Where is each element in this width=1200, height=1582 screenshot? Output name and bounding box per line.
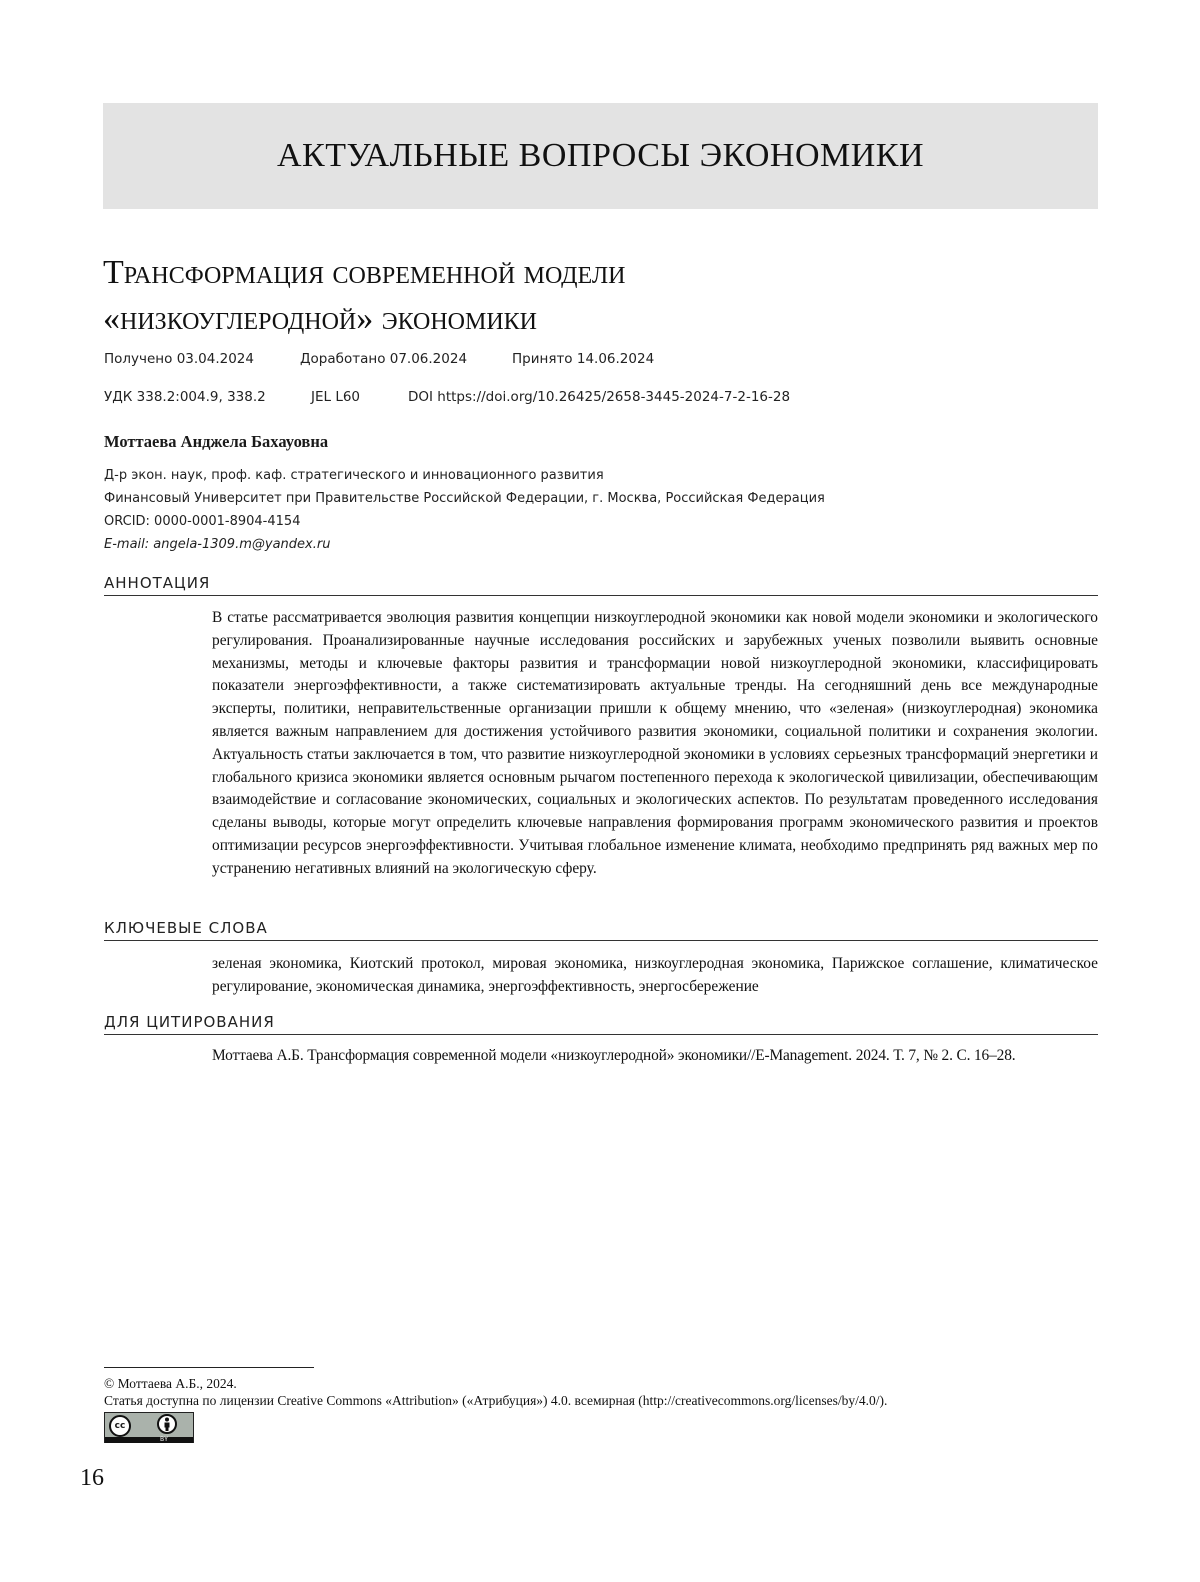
footnote-divider bbox=[104, 1367, 314, 1368]
citation-heading: ДЛЯ ЦИТИРОВАНИЯ bbox=[104, 1013, 1098, 1035]
author-affiliation bbox=[104, 464, 825, 556]
abstract-text: В статье рассматривается эволюция развития концепции низкоуглеродной экономики как новой модели экономики и экологического регулирования. Проанализированные научные исследования российских и зарубежных ученых позволили выявить основные механизмы, методы и ключевые факторы развития и трансформации новой низкоуглеродной экономики, классифицировать показатели энергоэффективности, а также систематизировать актуальные тренды. На сегодняшний день все международные эксперты, политики, неправительственные организации пришли к общему мнению, что «зеленая» (низкоуглеродная) экономика является важным направлением для достижения устойчивого развития экономики, социальной политики и сохранения экологии. Актуальность статьи заключается в том, что развитие низкоуглеродной экономики в условиях серьезных трансформаций энергетики и глобального кризиса экономики является основным рычагом постепенного перехода к экологической цивилизации, обеспечивающим взаимодействие и согласование экономических, социальных и экологических аспектов. По результатам проведенного исследования сделаны выводы, которые могут определить ключевые направления формирования программ экономического развития и проектов оптимизации ресурсов энергоэффективности. Учитывая глобальное изменение климата, необходимо предпринять ряд важных мер по устранению негативных влияний на экологическую сферу. bbox=[212, 609, 1098, 877]
attribution-icon bbox=[157, 1414, 177, 1434]
cc-icon: cc bbox=[109, 1415, 131, 1437]
jel-code: JEL L60 bbox=[311, 389, 361, 405]
author-organization: Финансовый Университет при Правительстве Российской Федерации, г. Москва, Российская Федерация bbox=[104, 491, 825, 506]
author-name: Моттаева Анджела Бахауовна bbox=[104, 432, 329, 451]
author-position: Д-р экон. наук, проф. каф. стратегического и инновационного развития bbox=[104, 468, 604, 483]
doi-link[interactable]: DOI https://doi.org/10.26425/2658-3445-2024-7-2-16-28 bbox=[408, 389, 791, 405]
accepted-date: Принято 14.06.2024 bbox=[512, 351, 655, 367]
keywords-heading: КЛЮЧЕВЫЕ СЛОВА bbox=[104, 919, 1098, 941]
revised-date: Доработано 07.06.2024 bbox=[300, 351, 468, 367]
page-number: 16 bbox=[80, 1465, 104, 1491]
citation-text: Моттаева А.Б. Трансформация современной модели «низкоуглеродной» экономики//E-Management. 2024. Т. 7, № 2. С. 16–28. bbox=[212, 1047, 1016, 1064]
footnote bbox=[104, 1375, 887, 1409]
abstract-heading: АННОТАЦИЯ bbox=[104, 574, 1098, 596]
cc-by-license-badge[interactable] bbox=[104, 1412, 194, 1443]
author-orcid[interactable]: ORCID: 0000-0001-8904-4154 bbox=[104, 514, 301, 529]
udc-code: УДК 338.2:004.9, 338.2 bbox=[104, 389, 266, 405]
license-notice: Статья доступна по лицензии Creative Commons «Attribution» («Атрибуция») 4.0. всемирная (http://creativecommons.org/licenses/by/4.0/). bbox=[104, 1393, 888, 1408]
keywords-text: зеленая экономика, Киотский протокол, мировая экономика, низкоуглеродная экономика, Парижское соглашение, климатическое регулирование, экономическая динамика, энергоэффективность, энергосбережение bbox=[212, 955, 1098, 995]
copyright-notice: © Моттаева А.Б., 2024. bbox=[104, 1376, 237, 1391]
section-title: АКТУАЛЬНЫЕ ВОПРОСЫ ЭКОНОМИКИ bbox=[276, 137, 925, 174]
section-banner bbox=[103, 103, 1098, 209]
by-label: BY bbox=[160, 1436, 169, 1443]
received-date: Получено 03.04.2024 bbox=[104, 351, 254, 367]
article-title-line-2: «низкоуглеродной» экономики bbox=[103, 300, 537, 337]
article-title-line-1: Трансформация современной модели bbox=[103, 254, 626, 291]
article-title bbox=[103, 250, 1003, 342]
author-email[interactable]: E-mail: angela-1309.m@yandex.ru bbox=[104, 537, 331, 552]
